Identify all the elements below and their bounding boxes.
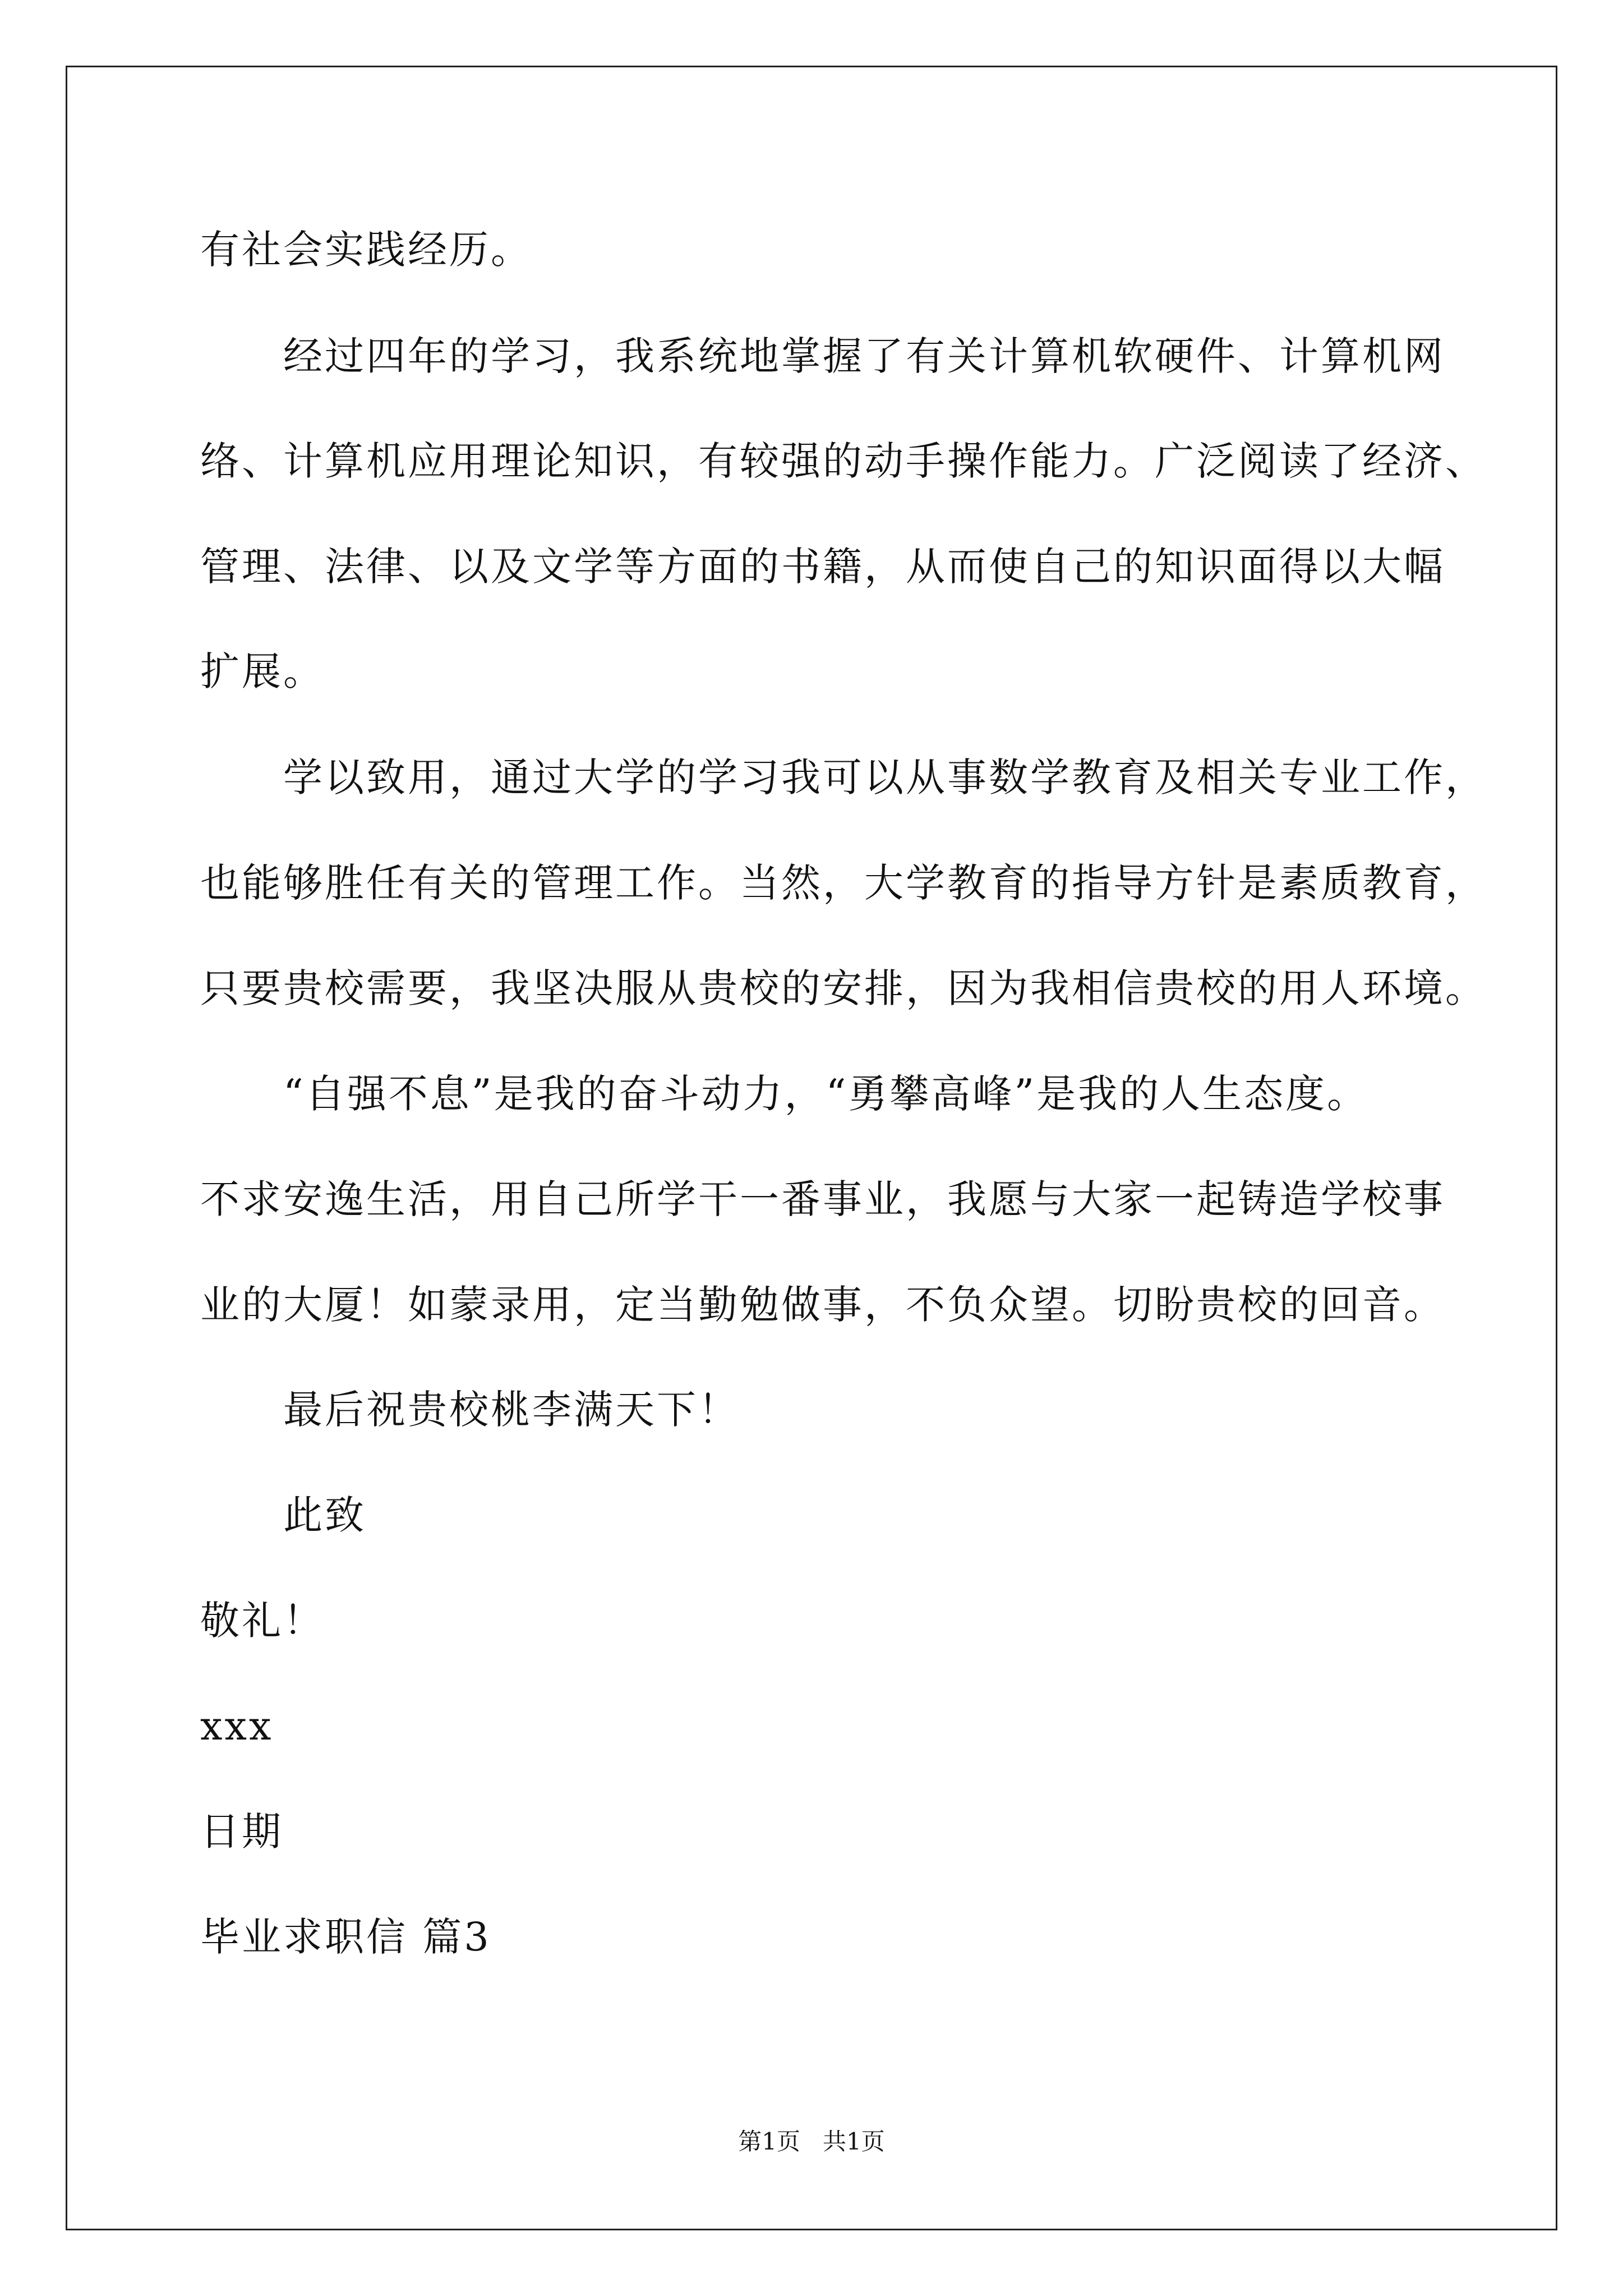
paragraph-line: 学以致用，通过大学的学习我可以从事数学教育及相关专业工作， (283, 754, 1487, 800)
closing-wish: 最后祝贵校桃李满天下！ (283, 1387, 740, 1433)
paragraph-line: 经过四年的学习，我系统地掌握了有关计算机软硬件、计算机网 (283, 333, 1445, 379)
section-heading: 毕业求职信 篇3 (200, 1914, 491, 1960)
signature-name: xxx (200, 1703, 274, 1749)
paragraph-line: 业的大厦！如蒙录用，定当勤勉做事，不负众望。切盼贵校的回音。 (200, 1282, 1445, 1328)
page-number-footer: 第1页 共1页 (738, 2128, 885, 2155)
paragraph-line: 也能够胜任有关的管理工作。当然，大学教育的指导方针是素质教育， (200, 860, 1487, 906)
page-border (66, 66, 1557, 2230)
paragraph-line: 扩展。 (200, 648, 325, 694)
paragraph-line: 管理、法律、以及文学等方面的书籍，从而使自己的知识面得以大幅 (200, 544, 1445, 590)
paragraph-line: 只要贵校需要，我坚决服从贵校的安排，因为我相信贵校的用人环境。 (200, 965, 1487, 1011)
signature-date: 日期 (200, 1809, 283, 1855)
paragraph-line: 络、计算机应用理论知识，有较强的动手操作能力。广泛阅读了经济、 (200, 438, 1487, 484)
paragraph-line: 不求安逸生活，用自己所学干一番事业，我愿与大家一起铸造学校事 (200, 1176, 1445, 1222)
salutation-jingli: 敬礼！ (200, 1598, 325, 1644)
paragraph-line: “自强不息”是我的奋斗动力，“勇攀高峰”是我的人生态度。 (283, 1071, 1369, 1117)
salutation-zhizhi: 此致 (283, 1492, 366, 1538)
paragraph-line: 有社会实践经历。 (200, 227, 532, 273)
